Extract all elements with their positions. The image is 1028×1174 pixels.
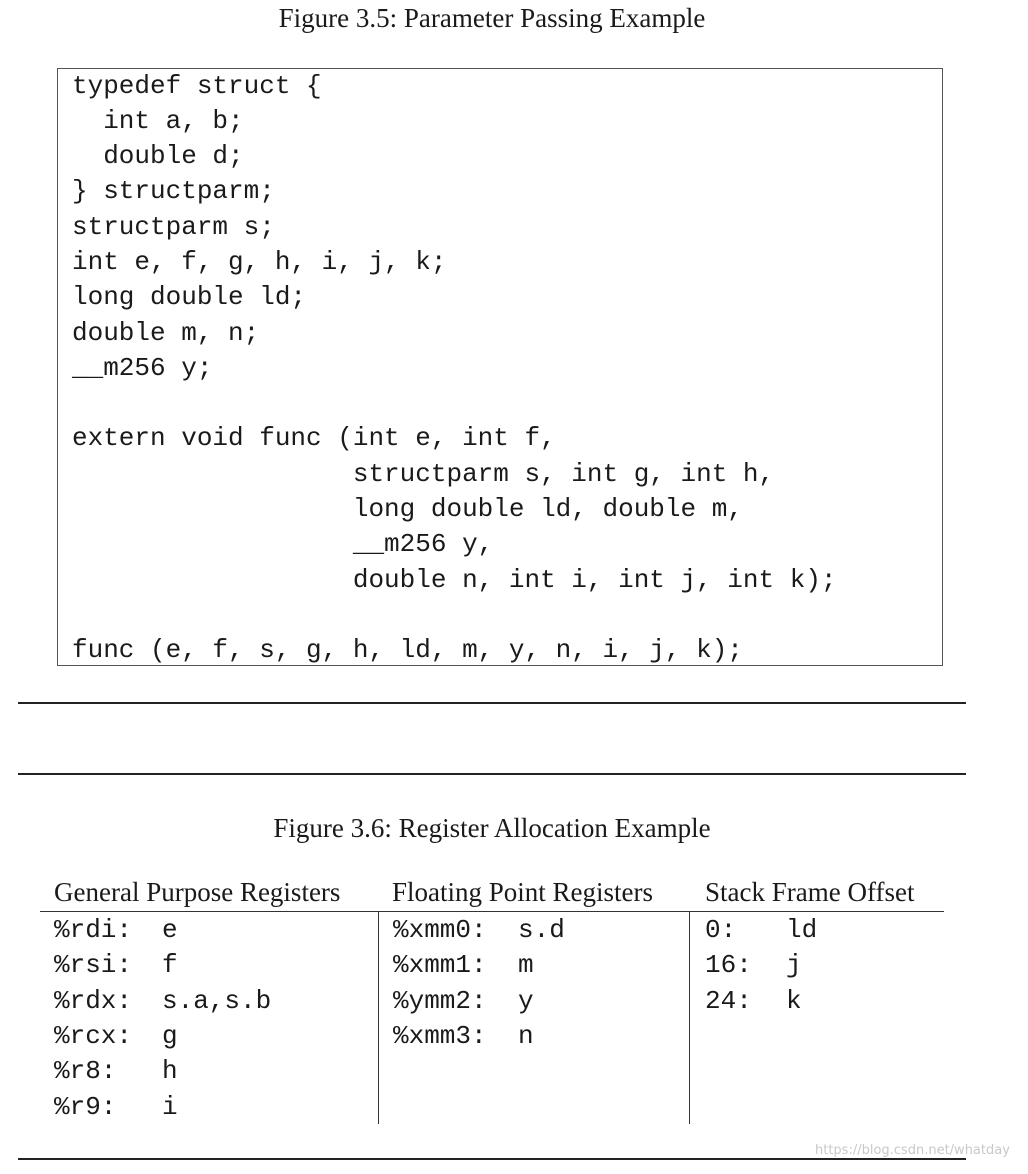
code-line: long double ld; (72, 282, 307, 312)
code-line: double d; (72, 141, 244, 171)
code-line: __m256 y; (72, 353, 213, 383)
horizontal-rule (18, 773, 966, 775)
code-line: double m, n; (72, 318, 260, 348)
fp-register-name: %xmm3: (393, 1021, 487, 1051)
column-divider (378, 912, 379, 1124)
code-line: func (e, f, s, g, h, ld, m, y, n, i, j, k); (72, 635, 743, 665)
code-line: } structparm; (72, 176, 275, 206)
table-header-rule (40, 911, 944, 912)
gp-register-value: f (162, 950, 178, 980)
code-line: long double ld, double m, (72, 494, 743, 524)
fp-register-value: s.d (518, 915, 565, 945)
gp-register-name: %rsi: (54, 950, 133, 980)
figure-3-6-caption: Figure 3.6: Register Allocation Example (273, 813, 711, 843)
code-line: structparm s; (72, 212, 275, 242)
fp-register-value: m (518, 950, 534, 980)
horizontal-rule (18, 702, 966, 704)
gp-register-name: %rdi: (54, 915, 133, 945)
gp-register-name: %r8: (54, 1056, 117, 1086)
code-line: double n, int i, int j, int k); (72, 565, 837, 595)
gp-register-value: g (162, 1021, 178, 1051)
fp-register-name: %ymm2: (393, 986, 487, 1016)
stack-value: j (786, 950, 802, 980)
gp-register-name: %rcx: (54, 1021, 133, 1051)
stack-offset: 16: (705, 950, 752, 980)
stack-value: k (786, 986, 802, 1016)
gp-register-value: h (162, 1056, 178, 1086)
figure-3-5-caption: Figure 3.5: Parameter Passing Example (278, 3, 706, 33)
stack-offset: 0: (705, 915, 737, 945)
fp-register-value: n (518, 1021, 534, 1051)
stack-value: ld (786, 915, 818, 945)
code-line: int a, b; (72, 106, 244, 136)
code-line: __m256 y, (72, 529, 494, 559)
column-divider (689, 912, 690, 1124)
watermark: https://blog.csdn.net/whatday (815, 1143, 1010, 1158)
column-header-floating-point: Floating Point Registers (392, 877, 654, 907)
gp-register-value: s.a,s.b (162, 986, 272, 1016)
code-listing (57, 68, 943, 666)
gp-register-name: %r9: (54, 1092, 117, 1122)
fp-register-name: %xmm1: (393, 950, 487, 980)
column-header-stack-offset: Stack Frame Offset (705, 877, 915, 907)
horizontal-rule (18, 1158, 966, 1160)
stack-offset: 24: (705, 986, 752, 1016)
code-line: int e, f, g, h, i, j, k; (72, 247, 447, 277)
fp-register-value: y (518, 986, 534, 1016)
code-line: structparm s, int g, int h, (72, 459, 775, 489)
code-line: extern void func (int e, int f, (72, 423, 556, 453)
column-header-general-purpose: General Purpose Registers (54, 877, 341, 907)
fp-register-name: %xmm0: (393, 915, 487, 945)
gp-register-name: %rdx: (54, 986, 133, 1016)
gp-register-value: e (162, 915, 178, 945)
gp-register-value: i (162, 1092, 178, 1122)
code-line: typedef struct { (72, 71, 322, 101)
